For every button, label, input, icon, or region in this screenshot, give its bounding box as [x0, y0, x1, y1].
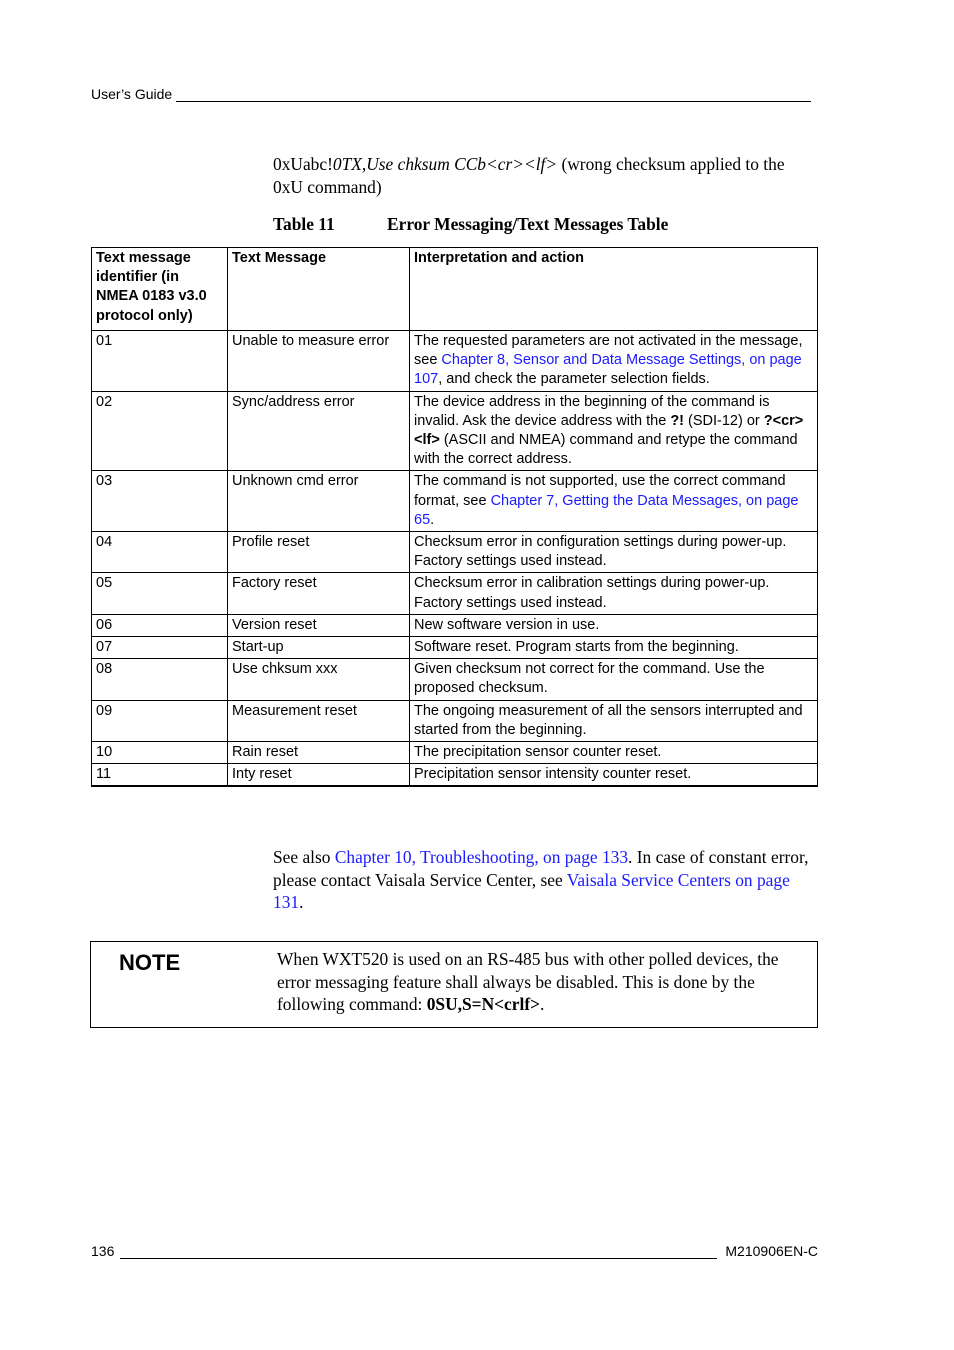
cell-id: 11 — [92, 764, 228, 787]
document-code: M210906EN-C — [725, 1243, 818, 1259]
action-text: (ASCII and NMEA) command and retype the command with the correct address. — [414, 432, 798, 468]
cell-id: 02 — [92, 391, 228, 471]
link-chapter-10[interactable]: Chapter 10, Troubleshooting, on page 133 — [334, 847, 629, 867]
note-body: When WXT520 is used on an RS-485 bus with other polled devices, the error messaging feature shall always be disabled. This is done by the following command: — [277, 949, 779, 1014]
cell-message: Sync/address error — [228, 391, 410, 471]
cell-action: Precipitation sensor intensity counter reset. — [410, 764, 818, 787]
action-text: , and check the parameter selection fields. — [438, 371, 710, 388]
cell-action: The ongoing measurement of all the sensors interrupted and started from the beginning. — [410, 700, 818, 741]
intro-command: 0TX,Use chksum CCb<cr><lf> — [332, 154, 558, 174]
see-also-text: . In case of constant error, please contact Vaisala Service Center, see — [273, 847, 809, 890]
table-row — [92, 573, 818, 614]
cell-message: Factory reset — [228, 573, 410, 614]
cell-action: Given checksum not correct for the command. Use the proposed checksum. — [410, 659, 818, 700]
cell-id: 01 — [92, 331, 228, 392]
table-row — [92, 331, 818, 392]
cell-message: Unable to measure error — [228, 331, 410, 392]
table-row — [92, 659, 818, 700]
table-row — [92, 637, 818, 659]
cell-action — [410, 331, 818, 392]
column-header-identifier: Text message identifier (in NMEA 0183 v3.0 protocol only) — [92, 248, 228, 331]
cell-action — [410, 391, 818, 471]
command-ascii: ?<cr><lf> — [414, 412, 804, 449]
intro-paragraph — [273, 153, 818, 199]
cell-message: Start-up — [228, 637, 410, 659]
intro-prefix: 0xUabc! — [273, 154, 333, 174]
header-title: User’s Guide — [91, 86, 173, 102]
intro-suffix: (wrong checksum applied to the 0xU command) — [273, 154, 785, 197]
cell-message: Use chksum xxx — [228, 659, 410, 700]
see-also-text: See also — [273, 847, 335, 867]
error-messages-table — [91, 247, 818, 787]
footer-rule — [120, 1245, 717, 1259]
table-row — [92, 742, 818, 764]
see-also-paragraph — [273, 846, 818, 914]
table-row — [92, 532, 818, 573]
action-text: (SDI-12) or — [684, 412, 764, 429]
cell-id: 09 — [92, 700, 228, 741]
cell-action: Checksum error in configuration settings during power-up. Factory settings used instead. — [410, 532, 818, 573]
cell-id: 08 — [92, 659, 228, 700]
cell-action: Software reset. Program starts from the beginning. — [410, 637, 818, 659]
action-text: . — [430, 511, 435, 528]
cell-action: Checksum error in calibration settings during power-up. Factory settings used instead. — [410, 573, 818, 614]
page-header — [91, 86, 811, 102]
table-row — [92, 764, 818, 787]
link-chapter-8[interactable]: Chapter 8, Sensor and Data Message Settings, on page 107 — [414, 352, 802, 388]
cell-id: 05 — [92, 573, 228, 614]
action-text: The requested parameters are not activated in the message, see — [414, 333, 803, 369]
table-row — [92, 614, 818, 636]
table-title: Error Messaging/Text Messages Table — [387, 214, 669, 234]
cell-message: Measurement reset — [228, 700, 410, 741]
table-row — [92, 700, 818, 741]
cell-message: Profile reset — [228, 532, 410, 573]
note-end: . — [540, 994, 545, 1014]
cell-message: Unknown cmd error — [228, 471, 410, 532]
cell-action — [410, 471, 818, 532]
table-header-row — [92, 248, 818, 331]
note-label: NOTE — [119, 950, 181, 975]
action-text: The command is not supported, use the correct command format, see — [414, 473, 786, 509]
note-text — [277, 948, 812, 1016]
page-number: 136 — [91, 1243, 115, 1259]
link-service-centers[interactable]: Vaisala Service Centers on page 131 — [273, 869, 790, 912]
header-rule — [176, 88, 811, 102]
column-header-text-message: Text Message — [228, 248, 410, 331]
page-footer — [91, 1243, 818, 1259]
cell-message: Rain reset — [228, 742, 410, 764]
column-header-interpretation: Interpretation and action — [410, 248, 818, 331]
see-also-text: . — [299, 892, 304, 912]
cell-id: 06 — [92, 614, 228, 636]
note-command: 0SU,S=N<crlf> — [426, 994, 541, 1014]
cell-message: Inty reset — [228, 764, 410, 787]
cell-id: 03 — [92, 471, 228, 532]
action-text: The device address in the beginning of the command is invalid. Ask the device address with the — [414, 393, 770, 429]
cell-id: 04 — [92, 532, 228, 573]
table-row — [92, 471, 818, 532]
link-chapter-7[interactable]: Chapter 7, Getting the Data Messages, on page 65 — [414, 492, 799, 528]
table-caption — [273, 214, 668, 235]
cell-action: The precipitation sensor counter reset. — [410, 742, 818, 764]
note-box — [90, 941, 818, 1028]
cell-message: Version reset — [228, 614, 410, 636]
table-number: Table 11 — [273, 214, 335, 234]
command-sdi12: ?! — [670, 412, 684, 429]
table-row — [92, 391, 818, 471]
cell-id: 10 — [92, 742, 228, 764]
cell-action: New software version in use. — [410, 614, 818, 636]
cell-id: 07 — [92, 637, 228, 659]
